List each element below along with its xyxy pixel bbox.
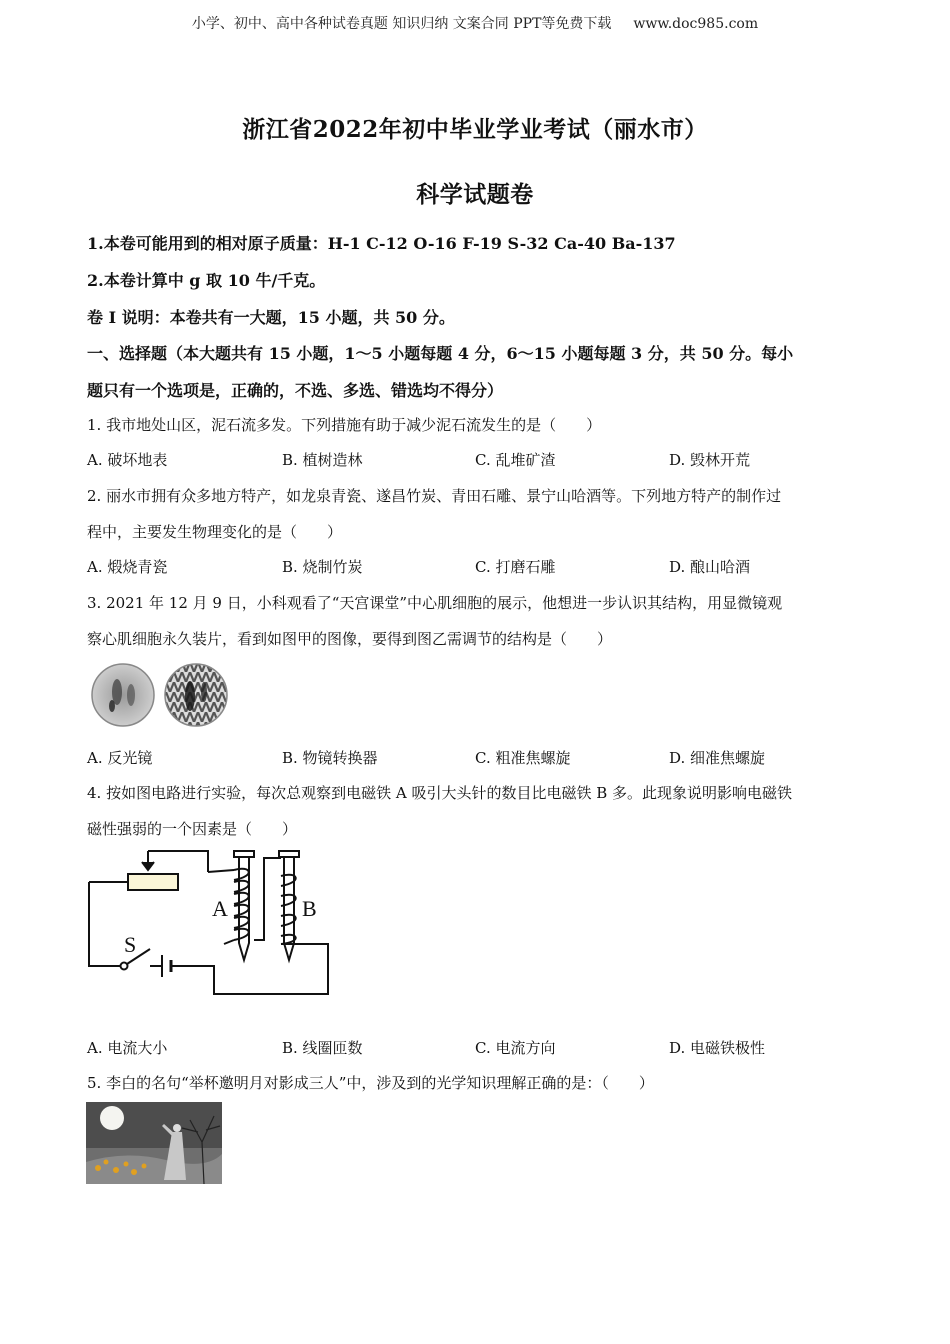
option-a: A. 电流大小 — [87, 1039, 168, 1057]
option-c: C. 电流方向 — [475, 1039, 556, 1057]
question-3-cont: 察心肌细胞永久装片，看到如图甲的图像，要得到图乙需调节的结构是（ ） — [87, 630, 613, 648]
question-4: 4. 按如图电路进行实验，每次总观察到电磁铁 A 吸引大头针的数目比电磁铁 B 多。此现象说明影响电磁铁 — [87, 784, 793, 802]
option-b: B. 烧制竹炭 — [282, 558, 363, 576]
section-heading: 一、选择题（本大题共有 15 小题，1～5 小题每题 4 分，6～15 小题每题 3 分，共 50 分。每小 — [87, 344, 794, 363]
option-c: C. 粗准焦螺旋 — [475, 749, 571, 767]
rheostat — [128, 874, 178, 890]
question-4-cont: 磁性强弱的一个因素是（ ） — [87, 820, 298, 838]
header-text: 小学、初中、高中各种试卷真题 知识归纳 文案合同 PPT等免费下载 — [191, 16, 612, 32]
exam-subtitle: 科学试题卷 — [416, 181, 534, 208]
question-1-options — [87, 449, 887, 471]
microscope-images-figure — [90, 662, 232, 730]
circuit-diagram-figure — [86, 848, 336, 1000]
magnet-a-label: A — [212, 896, 228, 921]
microscope-view-clear — [165, 664, 227, 726]
magnet-b-label: B — [302, 896, 317, 921]
option-c: C. 打磨石雕 — [475, 558, 556, 576]
option-a: A. 煅烧青瓷 — [87, 558, 168, 576]
option-d: D. 细准焦螺旋 — [669, 749, 766, 767]
switch-label: S — [124, 932, 137, 957]
question-2-options — [87, 556, 887, 578]
question-2-cont: 程中，主要发生物理变化的是（ ） — [87, 523, 343, 541]
question-3: 3. 2021 年 12 月 9 日，小科观看了“天宫课堂”中心肌细胞的展示，他想进一步认识其结构，用显微镜观 — [87, 594, 783, 612]
question-4-options — [87, 1037, 887, 1059]
option-d: D. 酿山哈酒 — [669, 558, 751, 576]
section-heading-cont: 题只有一个选项是，正确的，不选、多选、错选均不得分） — [87, 381, 504, 400]
question-5: 5. 李白的名句“举杯邀明月对影成三人”中，涉及到的光学知识理解正确的是：（ ） — [87, 1074, 654, 1092]
option-b: B. 物镜转换器 — [282, 749, 378, 767]
exam-title: 浙江省2022年初中毕业学业考试（丽水市） — [242, 116, 708, 143]
option-a: A. 破坏地表 — [87, 451, 168, 469]
microscope-view-blurry — [92, 664, 154, 726]
note-g-value: 2.本卷计算中 g 取 10 牛/千克。 — [87, 271, 326, 290]
poet-moon-illustration — [86, 1102, 222, 1184]
option-d: D. 电磁铁极性 — [669, 1039, 766, 1057]
moon — [100, 1106, 124, 1130]
switch — [121, 963, 128, 970]
question-2: 2. 丽水市拥有众多地方特产，如龙泉青瓷、遂昌竹炭、青田石雕、景宁山哈酒等。下列地方特产的制作过 — [87, 487, 782, 505]
option-b: B. 线圈匝数 — [282, 1039, 363, 1057]
note-atomic-mass: 1.本卷可能用到的相对原子质量：H-1 C-12 O-16 F-19 S-32 Ca-40 Ba-137 — [87, 234, 676, 253]
option-c: C. 乱堆矿渣 — [475, 451, 556, 469]
option-b: B. 植树造林 — [282, 451, 363, 469]
question-3-options — [87, 747, 887, 769]
page-header — [0, 13, 950, 33]
question-1: 1. 我市地处山区，泥石流多发。下列措施有助于减少泥石流发生的是（ ） — [87, 416, 602, 434]
option-d: D. 毁林开荒 — [669, 451, 751, 469]
option-a: A. 反光镜 — [87, 749, 153, 767]
note-volume-one: 卷 I 说明：本卷共有一大题，15 小题，共 50 分。 — [87, 308, 455, 327]
header-site: www.doc985.com — [633, 16, 759, 32]
